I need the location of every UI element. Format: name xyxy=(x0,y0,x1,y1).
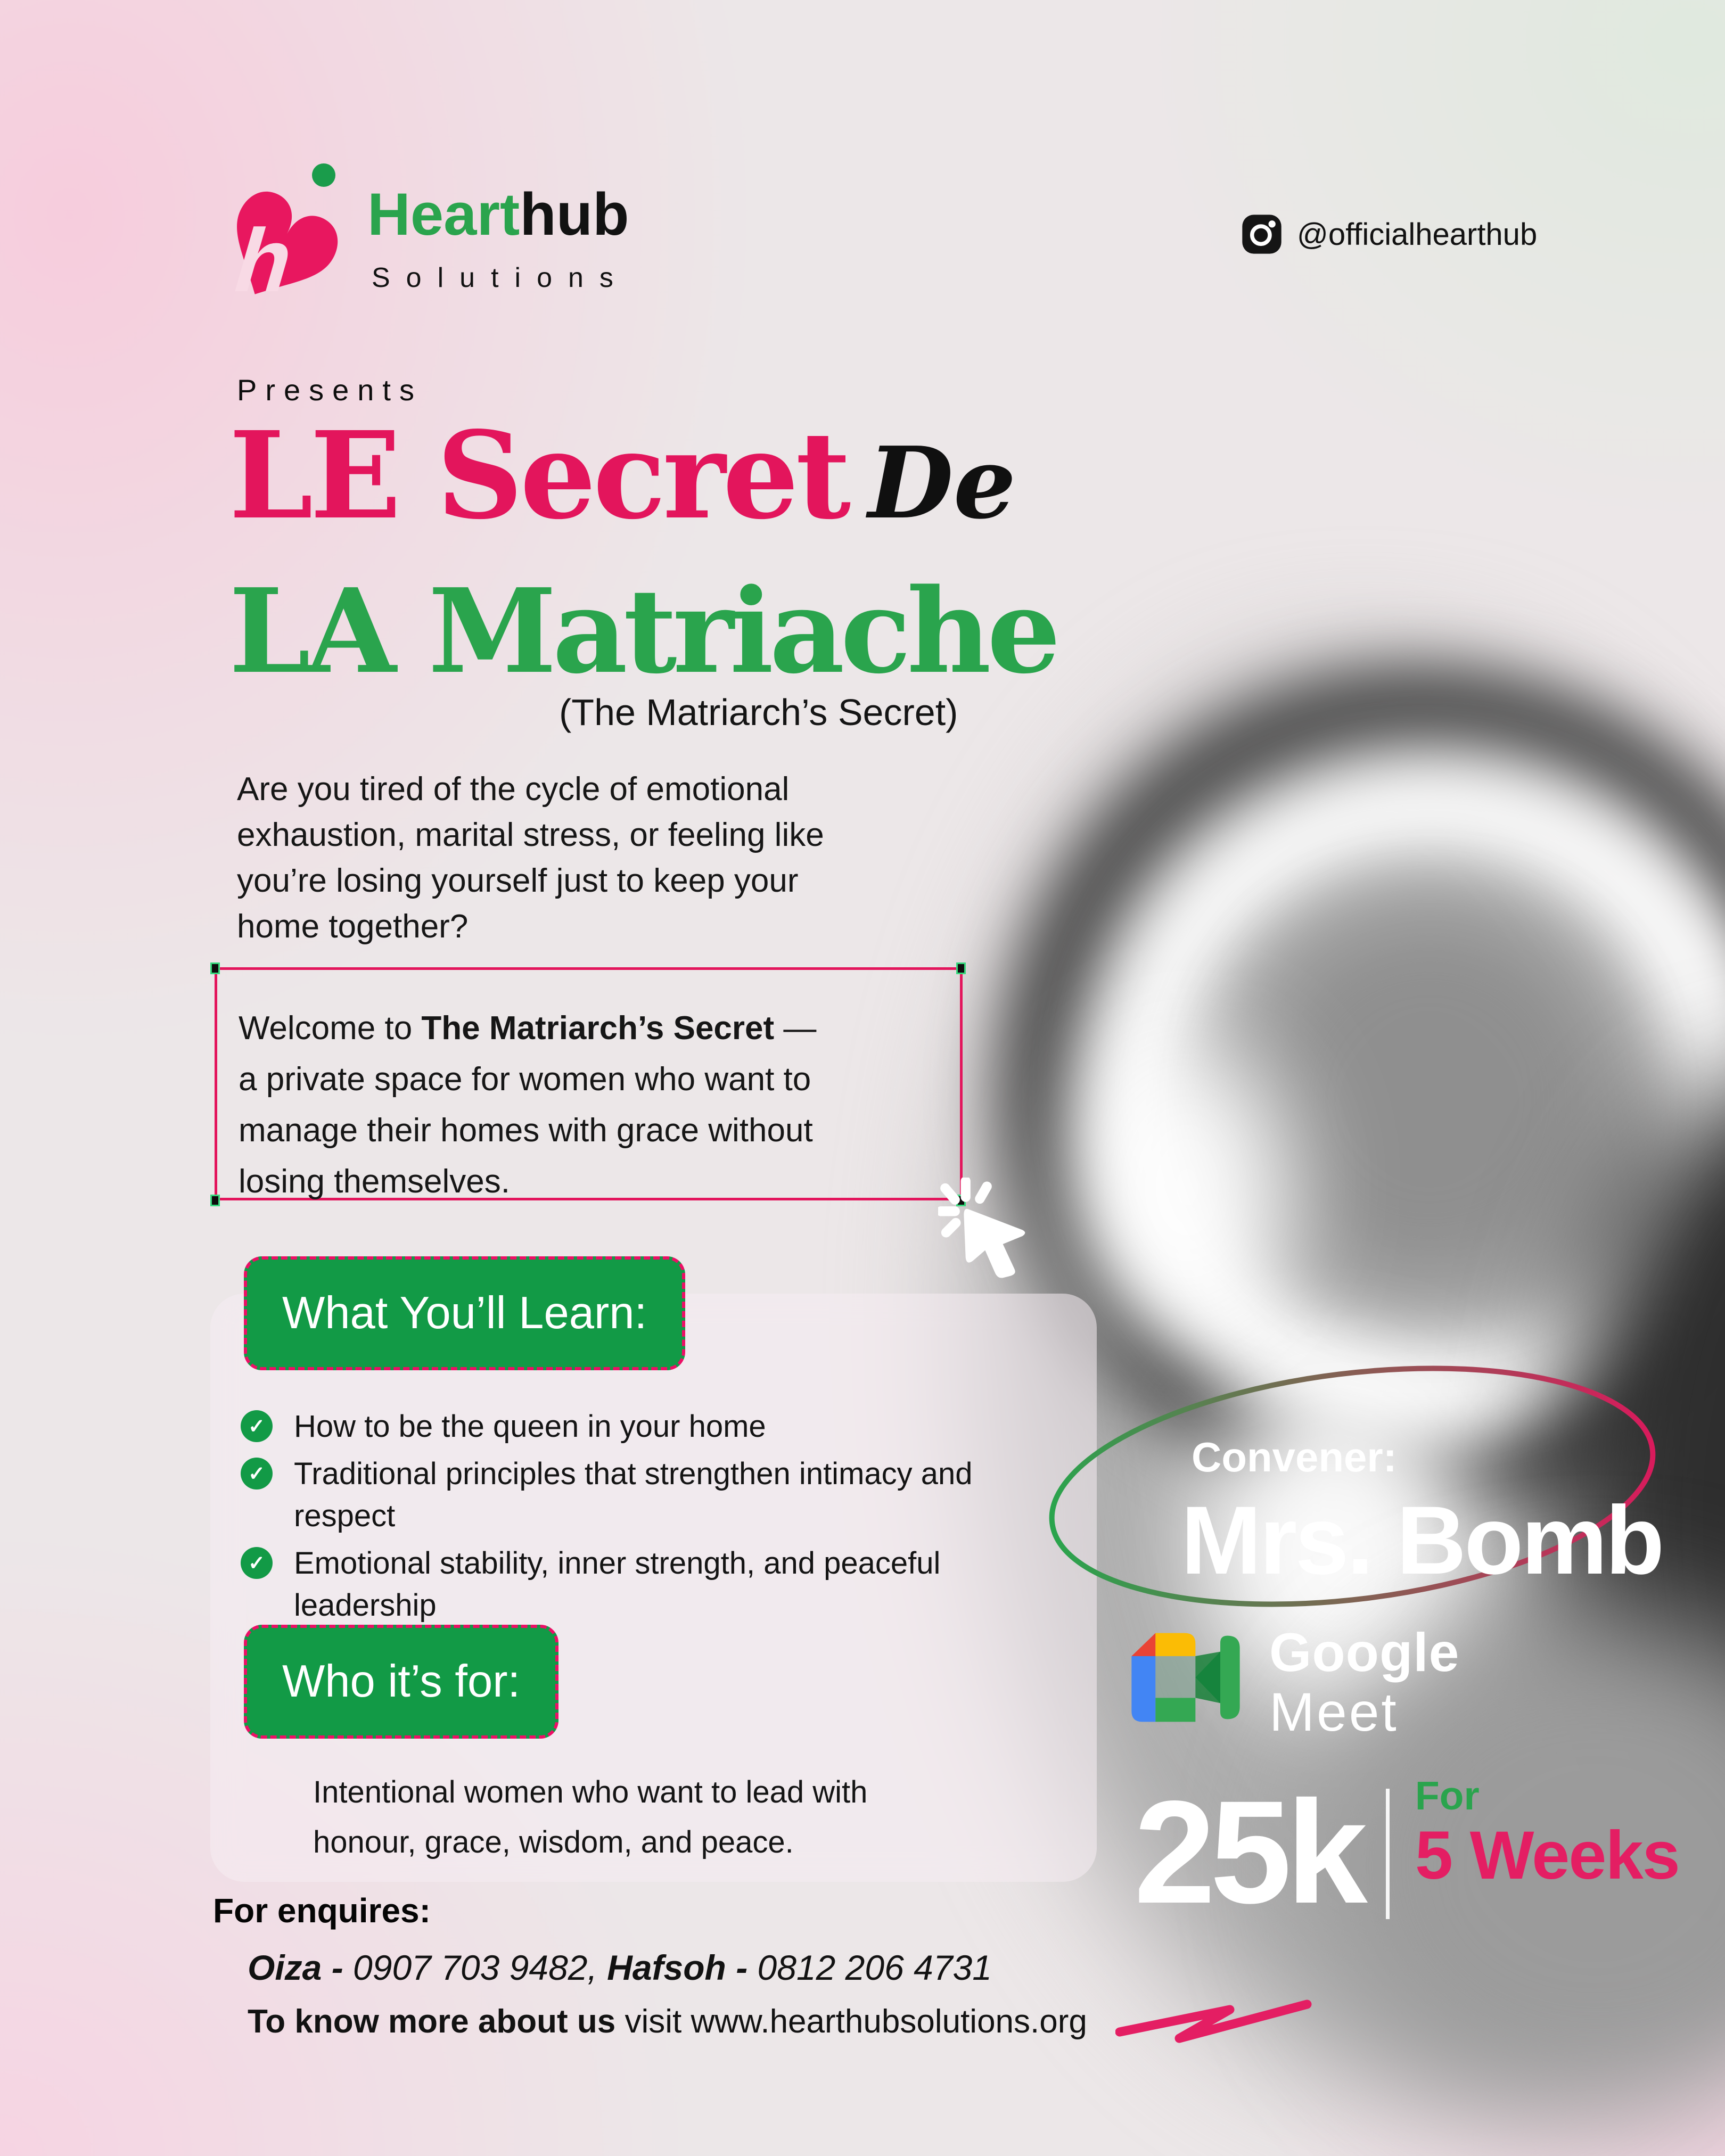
welcome-suffix: — a private space for women who want to manage their homes with grace without losing themselves. xyxy=(239,1010,817,1200)
contact1-phone: 0907 703 9482, xyxy=(353,1948,607,1987)
platform-row xyxy=(1130,1623,1459,1742)
pricing-row xyxy=(1134,1773,1679,1932)
enquiries-contacts xyxy=(248,1947,992,1988)
title-line1-script: De xyxy=(868,425,1016,541)
chrome-highlight-upper xyxy=(1081,1043,1294,1331)
hearthub-logo-icon xyxy=(210,157,343,322)
title-subtitle: (The Matriarch’s Secret) xyxy=(559,692,958,733)
title-line1-main: LE Secret xyxy=(229,406,848,546)
title-line1 xyxy=(229,406,1016,546)
price-for-label: For xyxy=(1415,1773,1480,1818)
title-line2: LA Matriache xyxy=(229,563,1057,700)
intro-paragraph: Are you tired of the cycle of emotional exhaustion, marital stress, or feeling like you’re losing yourself just to keep your home together? xyxy=(237,771,824,945)
instagram-handle[interactable]: @officialhearthub xyxy=(1297,217,1538,252)
chrome-core-shade xyxy=(1246,916,1613,1283)
svg-text:h: h xyxy=(223,211,307,311)
audience-text: Intentional women who want to lead with honour, grace, wisdom, and peace. xyxy=(313,1775,868,1859)
brand-wordmark-black: hub xyxy=(520,181,629,248)
welcome-prefix: Welcome to xyxy=(239,1010,422,1047)
contact1-name: Oiza - xyxy=(248,1948,354,1987)
check-icon xyxy=(241,1410,273,1442)
brand-subtitle: Solutions xyxy=(372,262,629,293)
website-link[interactable]: visit www.hearthubsolutions.org xyxy=(625,2003,1087,2040)
selection-handle-bottom-left[interactable] xyxy=(210,1195,220,1206)
price-underline-zigzag xyxy=(1115,1999,1355,2052)
welcome-text xyxy=(239,1003,829,1207)
check-icon xyxy=(241,1547,273,1579)
selection-handle-top-right[interactable] xyxy=(956,962,966,974)
learn-heading-badge: What You’ll Learn: xyxy=(244,1256,685,1370)
platform-wordmark xyxy=(1269,1623,1459,1742)
check-icon xyxy=(241,1458,273,1490)
platform-line1: Google xyxy=(1269,1622,1460,1683)
list-item xyxy=(241,1453,1050,1537)
list-item-text: How to be the queen in your home xyxy=(294,1409,766,1444)
enquiries-heading: For enquires: xyxy=(213,1891,431,1930)
website-prefix: To know more about us xyxy=(248,2003,625,2040)
contact2-phone: 0812 206 4731 xyxy=(757,1948,992,1987)
convener-label: Convener: xyxy=(1192,1434,1397,1480)
list-item-text: Traditional principles that strengthen intimacy and respect xyxy=(294,1456,973,1533)
brand-wordmark xyxy=(367,180,629,249)
presents-label: Presents xyxy=(237,373,423,407)
welcome-selection-box xyxy=(215,967,963,1200)
price-duration: 5 Weeks xyxy=(1415,1817,1679,1894)
selection-handle-top-left[interactable] xyxy=(210,962,220,974)
price-amount: 25k xyxy=(1134,1771,1362,1934)
brand-wordmark-green: Heart xyxy=(367,181,520,248)
google-meet-icon xyxy=(1130,1630,1242,1725)
convener-name: Mrs. Bomb xyxy=(1181,1486,1663,1594)
logo-green-dot xyxy=(312,163,335,187)
audience-heading-badge: Who it’s for: xyxy=(244,1625,558,1739)
cursor-icon xyxy=(938,1178,1029,1284)
list-item-text: Emotional stability, inner strength, and peaceful leadership xyxy=(294,1546,941,1623)
instagram-icon xyxy=(1241,213,1283,256)
platform-line2: Meet xyxy=(1269,1682,1399,1742)
instagram-handle-row[interactable] xyxy=(1241,213,1537,256)
welcome-highlight: The Matriarch’s Secret xyxy=(421,1010,775,1047)
learn-checklist xyxy=(241,1405,1050,1632)
contact2-name: Hafsoh - xyxy=(607,1948,758,1987)
list-item xyxy=(241,1405,1050,1447)
website-line xyxy=(248,2003,1087,2040)
list-item xyxy=(241,1542,1050,1626)
price-divider xyxy=(1386,1789,1390,1919)
